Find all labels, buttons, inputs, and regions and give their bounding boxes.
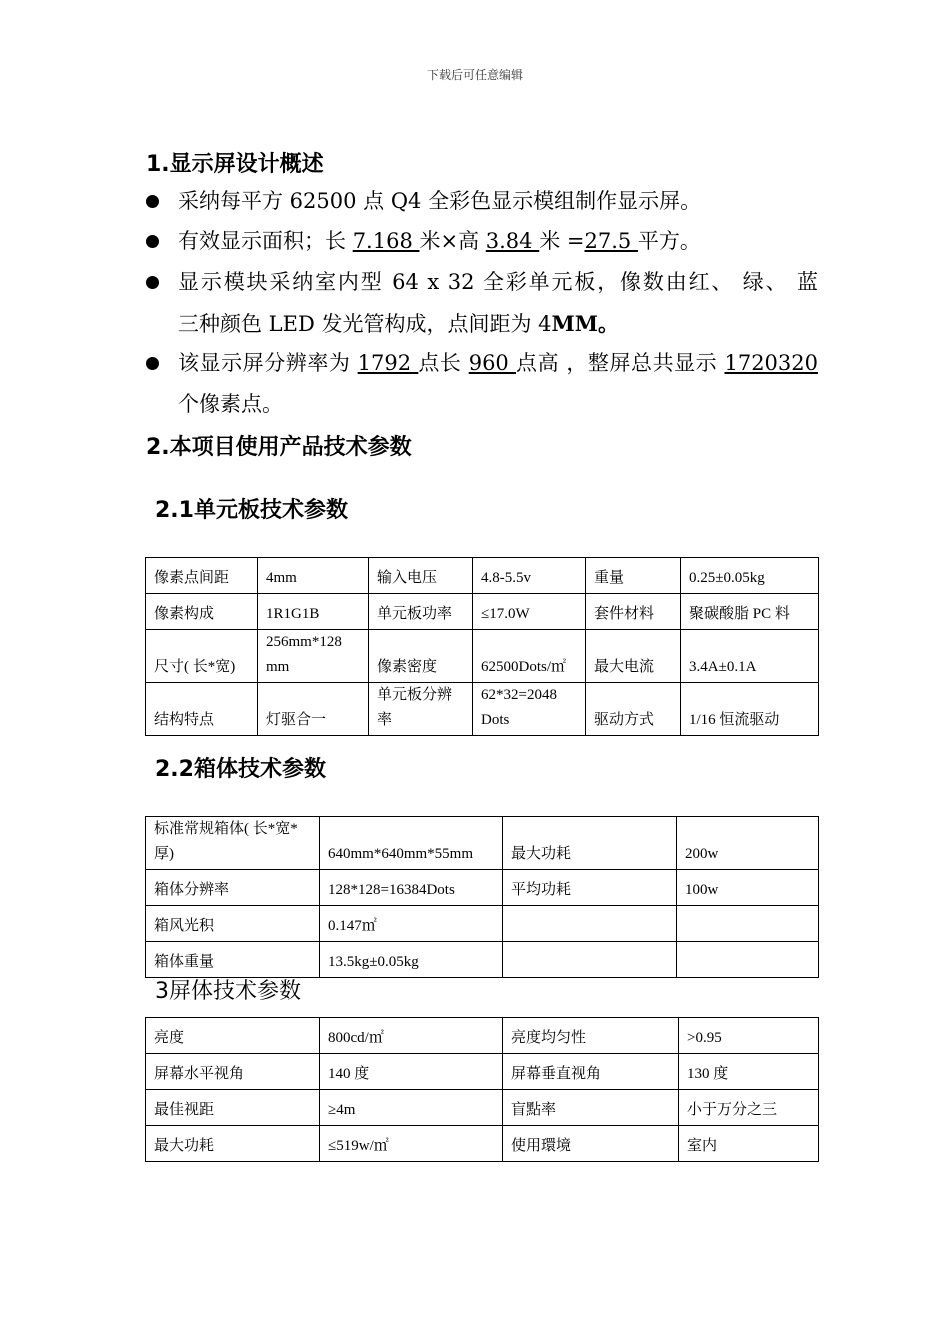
bullet-line: 显示模块采纳室内型 64 x 32 全彩单元板，像数由红、 绿、 蓝	[178, 270, 818, 294]
text-run: 有效显示面积；长	[178, 229, 353, 253]
bullet-text	[178, 221, 818, 262]
bullet-line	[178, 343, 818, 384]
table-cell: 最佳视距	[146, 1090, 320, 1126]
text-run: 点高 ，整屏总共显示	[516, 351, 725, 375]
cabinet-spec-table	[145, 816, 819, 978]
table-cell	[677, 942, 819, 978]
table-cell: 输入电压	[369, 558, 473, 594]
table-cell: 1R1G1B	[258, 594, 369, 630]
table-cell: 130 度	[679, 1054, 819, 1090]
table-cell: 256mm*128 mm	[258, 630, 369, 683]
text-run: 点长	[418, 351, 469, 375]
table-cell: 128*128=16384Dots	[320, 870, 503, 906]
table-row	[146, 1090, 819, 1126]
table-cell: 像素点间距	[146, 558, 258, 594]
table-cell: ≤17.0W	[473, 594, 586, 630]
table-cell: 100w	[677, 870, 819, 906]
bullet-dot-icon	[146, 357, 159, 370]
table-cell: 像素密度	[369, 630, 473, 683]
table-cell: ≥4m	[320, 1090, 503, 1126]
table-cell: 灯驱合一	[258, 683, 369, 736]
table-cell: 单元板功率	[369, 594, 473, 630]
table-cell: 尺寸( 长*宽)	[146, 630, 258, 683]
bullet-dot-icon	[146, 195, 159, 208]
table-cell: 结构特点	[146, 683, 258, 736]
bullet-text	[178, 262, 818, 345]
bullet-line: 三种颜色 LED 发光管构成，点间距为 4MM。	[178, 311, 619, 336]
table-cell: 标准常规箱体( 长*宽*厚)	[146, 817, 320, 870]
table-cell: 最大功耗	[146, 1126, 320, 1162]
table-cell: 800cd/㎡	[320, 1018, 503, 1054]
table-cell: 箱体分辨率	[146, 870, 320, 906]
screen-spec-table	[145, 1017, 819, 1162]
bullet-text	[178, 343, 818, 425]
table-cell: 像素构成	[146, 594, 258, 630]
table-cell: 箱体重量	[146, 942, 320, 978]
cabinet-title: 2.2箱体技术参数	[155, 757, 326, 782]
unit-board-title: 2.1单元板技术参数	[155, 498, 348, 523]
table-row	[146, 1054, 819, 1090]
table-cell: 单元板分辨率	[369, 683, 473, 736]
text-run: 该显示屏分辨率为	[178, 351, 358, 375]
table-cell: 4mm	[258, 558, 369, 594]
table-cell: 亮度	[146, 1018, 320, 1054]
table-cell	[503, 906, 677, 942]
table-cell: 亮度均匀性	[503, 1018, 679, 1054]
table-cell: 62*32=2048 Dots	[473, 683, 586, 736]
table-row	[146, 906, 819, 942]
bullet-dot-icon	[146, 235, 159, 248]
text-run: 平方。	[637, 229, 701, 253]
table-cell	[677, 906, 819, 942]
table-cell: 屏幕水平视角	[146, 1054, 320, 1090]
table-cell: 0.147㎡	[320, 906, 503, 942]
table-cell: 使用環境	[503, 1126, 679, 1162]
table-cell: 200w	[677, 817, 819, 870]
underlined-value: 960	[468, 351, 517, 375]
underlined-value: 1720320	[724, 351, 818, 375]
bullet-dot-icon	[146, 276, 159, 289]
table-row	[146, 817, 819, 870]
table-cell: 重量	[586, 558, 681, 594]
text-run: 米 =	[539, 229, 585, 253]
table-cell: 3.4A±0.1A	[681, 630, 819, 683]
table-cell: 套件材料	[586, 594, 681, 630]
screen-title: 3屏体技术参数	[155, 979, 301, 1004]
table-cell: 640mm*640mm*55mm	[320, 817, 503, 870]
table-row	[146, 630, 819, 683]
table-row	[146, 870, 819, 906]
table-cell: 小于万分之三	[679, 1090, 819, 1126]
section-2-title: 2.本项目使用产品技术参数	[146, 435, 412, 460]
section-1-title: 1.显示屏设计概述	[146, 152, 324, 177]
table-row	[146, 558, 819, 594]
underlined-value: 7.168	[352, 229, 420, 253]
text-run: 采纳每平方 62500 点 Q4 全彩色显示模组制作显示屏。	[178, 189, 702, 213]
bullet-line: 个像素点。	[178, 392, 283, 416]
table-row	[146, 942, 819, 978]
bullet-item-1	[146, 181, 818, 222]
table-cell: 最大电流	[586, 630, 681, 683]
table-cell: 驱动方式	[586, 683, 681, 736]
table-cell: 平均功耗	[503, 870, 677, 906]
table-row	[146, 683, 819, 736]
table-cell: >0.95	[679, 1018, 819, 1054]
table-cell: 聚碳酸脂 PC 料	[681, 594, 819, 630]
table-cell: 1/16 恒流驱动	[681, 683, 819, 736]
text-run: 米×高	[419, 229, 486, 253]
table-cell: ≤519w/㎡	[320, 1126, 503, 1162]
bullet-item-3	[146, 262, 818, 345]
table-cell: 62500Dots/㎡	[473, 630, 586, 683]
table-cell: 0.25±0.05kg	[681, 558, 819, 594]
bullet-item-4	[146, 343, 818, 425]
page-header: 下载后可任意编辑	[426, 68, 523, 82]
table-row	[146, 594, 819, 630]
table-row	[146, 1126, 819, 1162]
underlined-value: 27.5	[584, 229, 638, 253]
bullet-text	[178, 181, 818, 222]
table-cell: 室内	[679, 1126, 819, 1162]
bullet-item-2	[146, 221, 818, 262]
table-cell: 13.5kg±0.05kg	[320, 942, 503, 978]
table-cell: 4.8-5.5v	[473, 558, 586, 594]
unit-board-spec-table	[145, 557, 819, 736]
table-cell	[503, 942, 677, 978]
table-cell: 屏幕垂直视角	[503, 1054, 679, 1090]
table-row	[146, 1018, 819, 1054]
underlined-value: 1792	[357, 351, 419, 375]
table-cell: 140 度	[320, 1054, 503, 1090]
underlined-value: 3.84	[485, 229, 540, 253]
table-cell: 箱风光积	[146, 906, 320, 942]
table-cell: 盲點率	[503, 1090, 679, 1126]
table-cell: 最大功耗	[503, 817, 677, 870]
